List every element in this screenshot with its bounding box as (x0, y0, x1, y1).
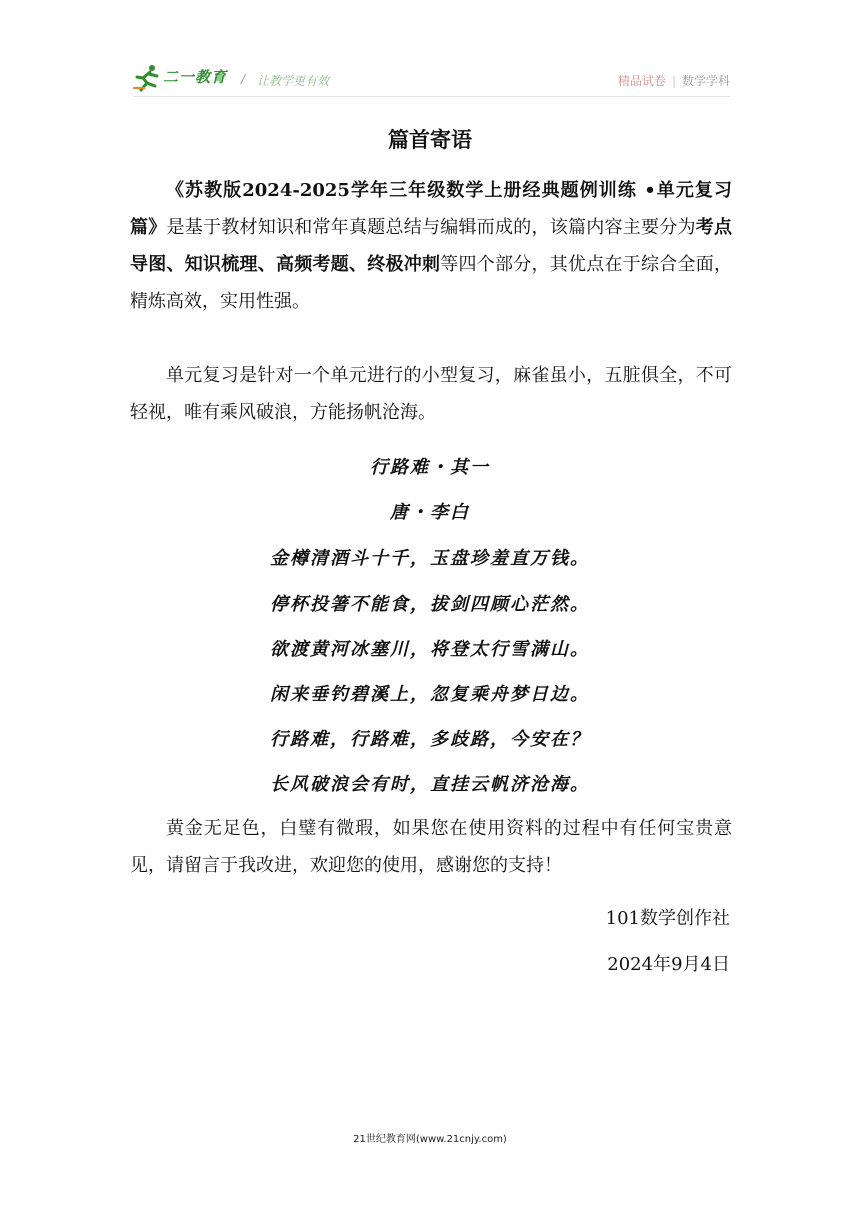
header-divider: | (671, 74, 676, 88)
header-subject-label: 数学学科 (681, 74, 730, 88)
header-tag: 精品试卷 (617, 74, 666, 88)
poem-line: 欲渡黄河冰塞川，将登太行雪满山。 (270, 639, 590, 660)
page-header (133, 62, 730, 96)
poem-line: 金樽清酒斗十千，玉盘珍羞直万钱。 (270, 548, 590, 569)
intro-paragraph-1 (130, 172, 732, 320)
closing-paragraph: 黄金无足色，白璧有微瑕，如果您在使用资料的过程中有任何宝贵意见，请留言于我改进，欢迎您的使用，感谢您的支持！ (130, 818, 732, 876)
slogan: 让教学更有效 (257, 74, 330, 88)
section-list: 考点导图、知识梳理、高频考题、终极冲刺 (130, 217, 732, 275)
intro-text-b: 等四个部分，其优点在于综合全面，精炼高效，实用性强。 (130, 254, 732, 312)
poem-line: 停杯投箸不能食，拔剑四顾心茫然。 (270, 594, 590, 615)
page-title: 篇首寄语 (388, 127, 472, 152)
signature-date: 2024年9月4日 (607, 954, 730, 975)
intro-paragraph-2: 单元复习是针对一个单元进行的小型复习，麻雀虽小，五脏俱全，不可轻视，唯有乘风破浪，方能扬帆沧海。 (130, 365, 732, 423)
header-subject (618, 72, 730, 89)
poem-title: 行路难・其一 (370, 457, 490, 478)
signature-org: 101数学创作社 (605, 908, 730, 929)
intro-text-a: 是基于教材知识和常年真题总结与编辑而成的，该篇内容主要分为 (166, 217, 696, 238)
slogan-separator: / (241, 72, 246, 86)
poem-author: 唐・李白 (390, 502, 470, 523)
poem-line: 长风破浪会有时，直挂云帆济沧海。 (270, 774, 590, 795)
poem-line: 行路难，行路难，多歧路，今安在？ (270, 729, 590, 750)
header-rule (133, 96, 730, 97)
logo-text: 二一教育 (163, 68, 228, 86)
runner-icon (133, 64, 163, 92)
poem-line: 闲来垂钓碧溪上，忽复乘舟梦日边。 (270, 684, 590, 705)
logo (133, 64, 233, 92)
book-title: 《苏教版2024-2025学年三年级数学上册经典题例训练 •单元复习篇》 (130, 180, 732, 238)
page-footer: 21世纪教育网(www.21cnjy.com) (353, 1134, 507, 1145)
